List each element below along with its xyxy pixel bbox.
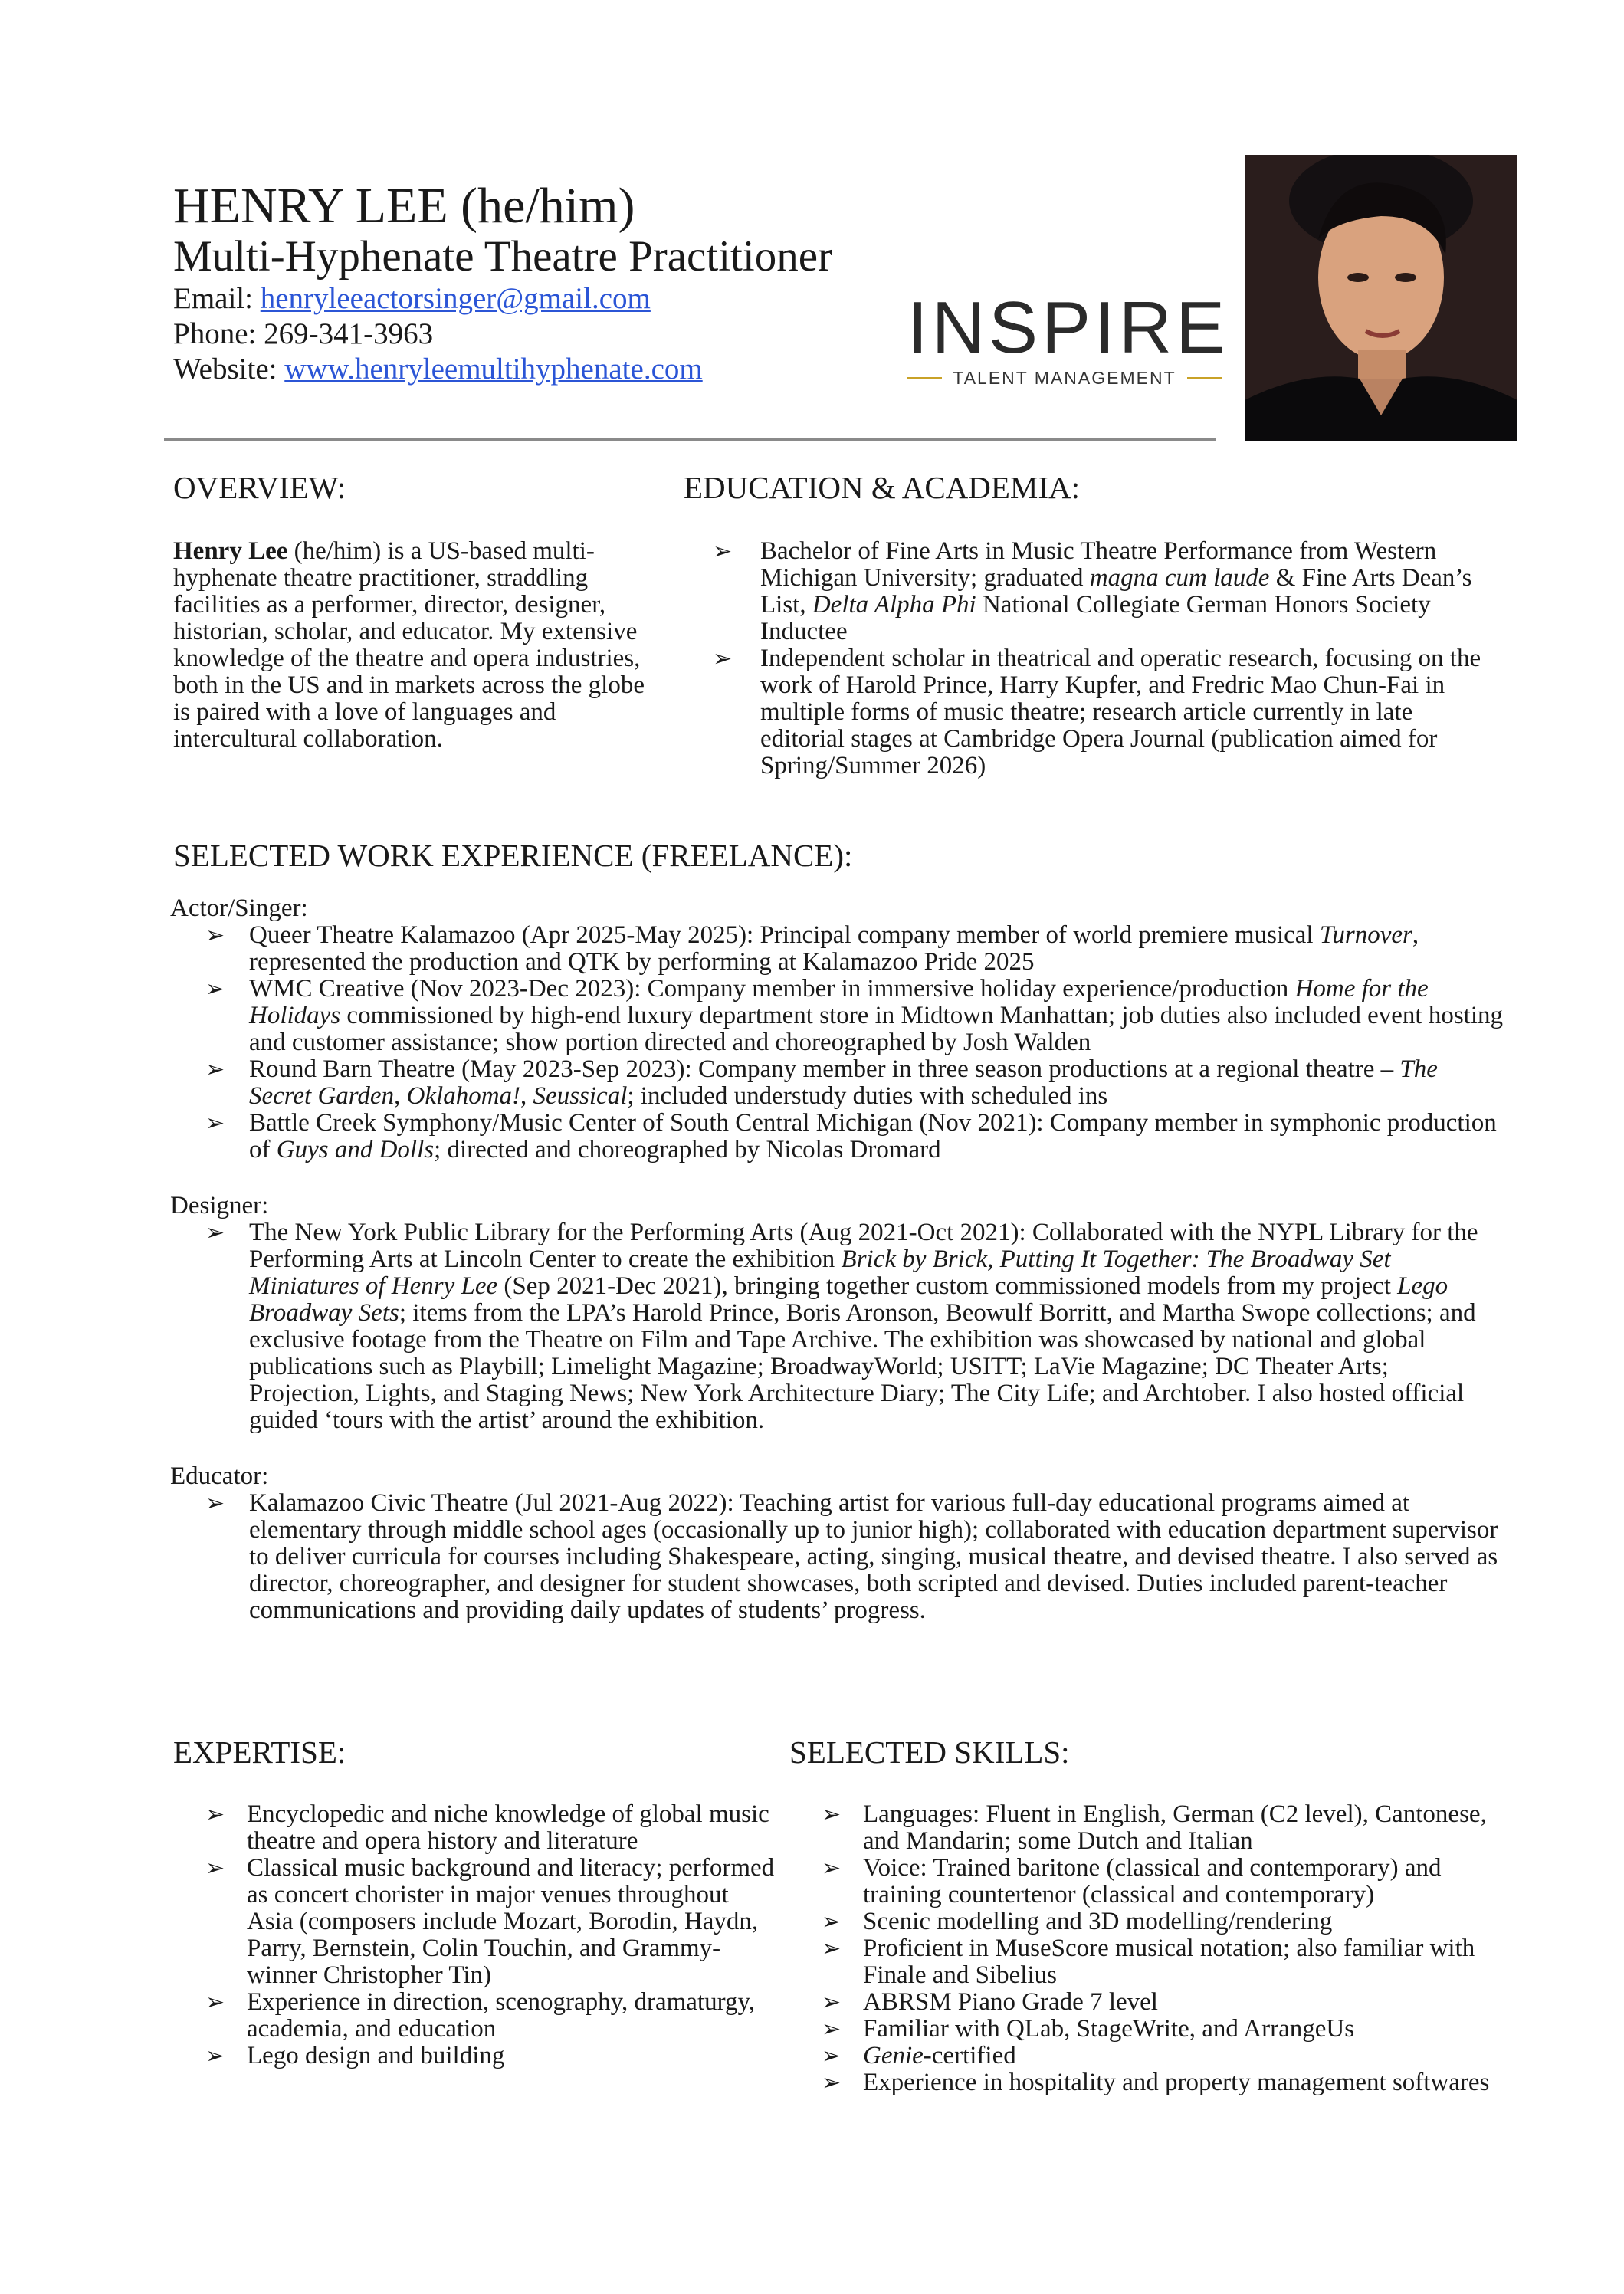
- expertise-list: [170, 1801, 776, 2069]
- headshot-photo: [1245, 155, 1517, 441]
- list-item: [786, 1989, 1507, 2016]
- education-item-text: National Collegiate German Honors Society Inductee: [760, 591, 1431, 645]
- skills-item-text: Familiar with QLab, StageWrite, and ArrangeUs: [863, 2015, 1355, 2043]
- list-item: [786, 1801, 1507, 1855]
- list-item: [786, 2043, 1507, 2069]
- arrow-bullet-icon: ➢: [205, 1219, 225, 1246]
- list-item: [786, 1855, 1507, 1908]
- email-link[interactable]: henryleeactorsinger@gmail.com: [260, 282, 651, 315]
- logo-left-rule: [907, 377, 942, 379]
- work-item-italic: Brick by Brick, Putting It Together: The Broadway Set Miniatures of Henry Lee: [249, 1245, 1391, 1300]
- arrow-bullet-icon: ➢: [205, 2043, 225, 2069]
- education-item-italic: magna cum laude: [1089, 564, 1270, 592]
- actor-label: Actor/Singer:: [170, 894, 308, 922]
- list-item: [713, 645, 1502, 779]
- list-item: [786, 2069, 1507, 2096]
- list-item: [170, 1490, 1504, 1624]
- educator-label: Educator:: [170, 1462, 269, 1490]
- arrow-bullet-icon: ➢: [822, 1801, 842, 1828]
- overview-heading: OVERVIEW:: [173, 470, 346, 505]
- work-item-italic: The Secret Garden: [249, 1055, 1438, 1110]
- candidate-title: Multi-Hyphenate Theatre Practitioner: [173, 232, 832, 281]
- work-item-italic: Turnover: [1319, 921, 1412, 949]
- work-section: [170, 895, 1504, 1624]
- skills-item-text: Languages: Fluent in English, German (C2 level), Cantonese, and Mandarin; some Dutch and Italian: [863, 1800, 1487, 1855]
- list-item: [786, 1935, 1507, 1989]
- work-item-text: Queer Theatre Kalamazoo (Apr 2025-May 2025): Principal company member of world premiere musical: [249, 921, 1320, 949]
- header-divider: [164, 438, 1216, 441]
- logo-wordmark: INSPIRE: [907, 287, 1229, 369]
- education-item-text: Bachelor of Fine Arts in Music Theatre Performance from Western Michigan University; graduated: [760, 537, 1437, 592]
- expertise-item-text: Experience in direction, scenography, dramaturgy, academia, and education: [247, 1988, 756, 2043]
- list-item: [786, 2016, 1507, 2043]
- list-item: [170, 1110, 1504, 1163]
- skills-item-text: Experience in hospitality and property management softwares: [863, 2069, 1490, 2096]
- logo-right-rule: [1187, 377, 1222, 379]
- expertise-heading: EXPERTISE:: [173, 1734, 346, 1770]
- candidate-name: HENRY LEE (he/him): [173, 178, 635, 234]
- education-item-text: & Fine Arts Dean’s List,: [760, 564, 1472, 619]
- skills-item-italic: Genie: [863, 2042, 924, 2069]
- work-item-text: Battle Creek Symphony/Music Center of South Central Michigan (Nov 2021): Company member in symphonic production of: [249, 1109, 1497, 1163]
- work-item-italic: Home for the Holidays: [249, 975, 1429, 1029]
- arrow-bullet-icon: ➢: [205, 922, 225, 949]
- education-item-italic: Delta Alpha Phi: [812, 591, 976, 619]
- expertise-item-text: Lego design and building: [247, 2042, 505, 2069]
- work-item-text: (Sep 2021-Dec 2021), bringing together custom commissioned models from my project: [497, 1272, 1398, 1300]
- work-item-text: ; directed and choreographed by Nicolas Dromard: [434, 1136, 941, 1163]
- arrow-bullet-icon: ➢: [822, 1989, 842, 2016]
- skills-item-text: -certified: [923, 2042, 1016, 2069]
- arrow-bullet-icon: ➢: [822, 1908, 842, 1935]
- education-heading: EDUCATION & ACADEMIA:: [684, 470, 1081, 505]
- list-item: [170, 1855, 776, 1989]
- work-item-text: The New York Public Library for the Performing Arts (Aug 2021-Oct 2021): Collaborated with the NYPL Library for the Performing Arts at Lincoln Center to create the exhibition: [249, 1219, 1478, 1273]
- arrow-bullet-icon: ➢: [822, 2069, 842, 2096]
- logo-subtext: TALENT MANAGEMENT: [953, 368, 1176, 388]
- skills-item-text: Voice: Trained baritone (classical and contemporary) and training countertenor (classical and contemporary): [863, 1854, 1442, 1908]
- work-item-italic: Lego Broadway Sets: [249, 1272, 1448, 1327]
- skills-item-text: Proficient in MuseScore musical notation; also familiar with Finale and Sibelius: [863, 1935, 1475, 1989]
- phone-value: 269-341-3963: [264, 317, 434, 350]
- agency-logo: [907, 287, 1229, 389]
- email-line: [173, 282, 651, 316]
- arrow-bullet-icon: ➢: [822, 2043, 842, 2069]
- education-list: [713, 538, 1502, 779]
- work-item-text: , represented the production and QTK by performing at Kalamazoo Pride 2025: [249, 921, 1419, 976]
- list-item: [170, 1989, 776, 2043]
- list-item: [170, 1056, 1504, 1110]
- arrow-bullet-icon: ➢: [205, 976, 225, 1003]
- logo-subline: [907, 368, 1222, 389]
- skills-list: [786, 1801, 1507, 2096]
- list-item: [170, 2043, 776, 2069]
- expertise-item-text: Classical music background and literacy; performed as concert chorister in major venues throughout Asia (composers include Mozart, Borodin, Haydn, Parry, Bernstein, Colin Touchin, and Grammy-winner Christopher Tin): [247, 1854, 775, 1989]
- arrow-bullet-icon: ➢: [205, 1989, 225, 2016]
- list-item: [786, 1908, 1507, 1935]
- arrow-bullet-icon: ➢: [205, 1855, 225, 1882]
- work-item-text: ; items from the LPA’s Harold Prince, Boris Aronson, Beowulf Borritt, and Martha Swope collections; and exclusive footage from the Theatre on Film and Tape Archive. The exhibition was showcased by national and global publications such as Playbill; Limelight Magazine; BroadwayWorld; USITT; LaVie Magazine; DC Theater Arts; Projection, Lights, and Staging News; New York Architecture Diary; The City Life; and Archtober. I also hosted official guided ‘tours with the artist’ around the exhibition.: [249, 1299, 1476, 1434]
- email-label: Email:: [173, 282, 261, 315]
- overview-text: (he/him) is a US-based multi-hyphenate theatre practitioner, straddling facilities as a performer, director, designer, historian, scholar, and educator. My extensive knowledge of the theatre and opera industries, both in the US and in markets across the globe is paired with a love of languages and intercultural collaboration.: [173, 537, 645, 753]
- work-item-text: commissioned by high-end luxury department store in Midtown Manhattan; job duties also included event hosting and customer assistance; show portion directed and choreographed by Josh Walden: [249, 1002, 1504, 1056]
- arrow-bullet-icon: ➢: [713, 538, 733, 565]
- website-link[interactable]: www.henryleemultihyphenate.com: [284, 353, 703, 386]
- phone-label: Phone:: [173, 317, 264, 350]
- arrow-bullet-icon: ➢: [205, 1801, 225, 1828]
- work-item-italic: Seussical: [533, 1082, 628, 1110]
- overview-paragraph: [173, 538, 648, 753]
- list-item: [170, 1801, 776, 1855]
- list-item: [713, 538, 1502, 645]
- arrow-bullet-icon: ➢: [205, 1490, 225, 1517]
- phone-line: [173, 317, 433, 351]
- work-item-text: ,: [394, 1082, 407, 1110]
- website-label: Website:: [173, 353, 285, 386]
- work-item-text: Round Barn Theatre (May 2023-Sep 2023): Company member in three season productions at a regional theatre –: [249, 1055, 1400, 1083]
- work-item-text: Kalamazoo Civic Theatre (Jul 2021-Aug 2022): Teaching artist for various full-day educational programs aimed at elementary through middle school ages (occasionally up to junior high); collaborated with education department supervisor to deliver curricula for courses including Shakespeare, acting, singing, musical theatre, and devised theatre. I also served as director, choreographer, and designer for student showcases, both scripted and devised. Duties included parent-teacher communications and providing daily updates of students’ progress.: [249, 1489, 1498, 1624]
- arrow-bullet-icon: ➢: [205, 1110, 225, 1137]
- arrow-bullet-icon: ➢: [822, 1855, 842, 1882]
- work-item-text: ,: [520, 1082, 533, 1110]
- website-line: [173, 353, 703, 386]
- work-item-italic: Oklahoma!: [406, 1082, 521, 1110]
- arrow-bullet-icon: ➢: [205, 1056, 225, 1083]
- expertise-item-text: Encyclopedic and niche knowledge of global music theatre and opera history and literature: [247, 1800, 769, 1855]
- work-item-text: WMC Creative (Nov 2023-Dec 2023): Company member in immersive holiday experience/production: [249, 975, 1295, 1003]
- arrow-bullet-icon: ➢: [713, 645, 733, 672]
- headshot-illustration: [1245, 155, 1517, 441]
- skills-item-text: ABRSM Piano Grade 7 level: [863, 1988, 1158, 2016]
- arrow-bullet-icon: ➢: [822, 2016, 842, 2043]
- list-item: [170, 976, 1504, 1056]
- work-item-italic: Guys and Dolls: [276, 1136, 435, 1163]
- work-heading: SELECTED WORK EXPERIENCE (FREELANCE):: [173, 838, 853, 873]
- designer-label: Designer:: [170, 1192, 269, 1219]
- list-item: [170, 922, 1504, 976]
- education-item-text: Independent scholar in theatrical and operatic research, focusing on the work of Harold Prince, Harry Kupfer, and Fredric Mao Chun-Fai in multiple forms of music theatre; research article currently in late editorial stages at Cambridge Opera Journal (publication aimed for Spring/Summer 2026): [760, 645, 1481, 779]
- skills-heading: SELECTED SKILLS:: [789, 1734, 1070, 1770]
- overview-name: Henry Lee: [173, 537, 288, 565]
- list-item: [170, 1219, 1504, 1434]
- arrow-bullet-icon: ➢: [822, 1935, 842, 1962]
- work-item-text: ; included understudy duties with scheduled ins: [627, 1082, 1108, 1110]
- skills-item-text: Scenic modelling and 3D modelling/rendering: [863, 1908, 1333, 1935]
